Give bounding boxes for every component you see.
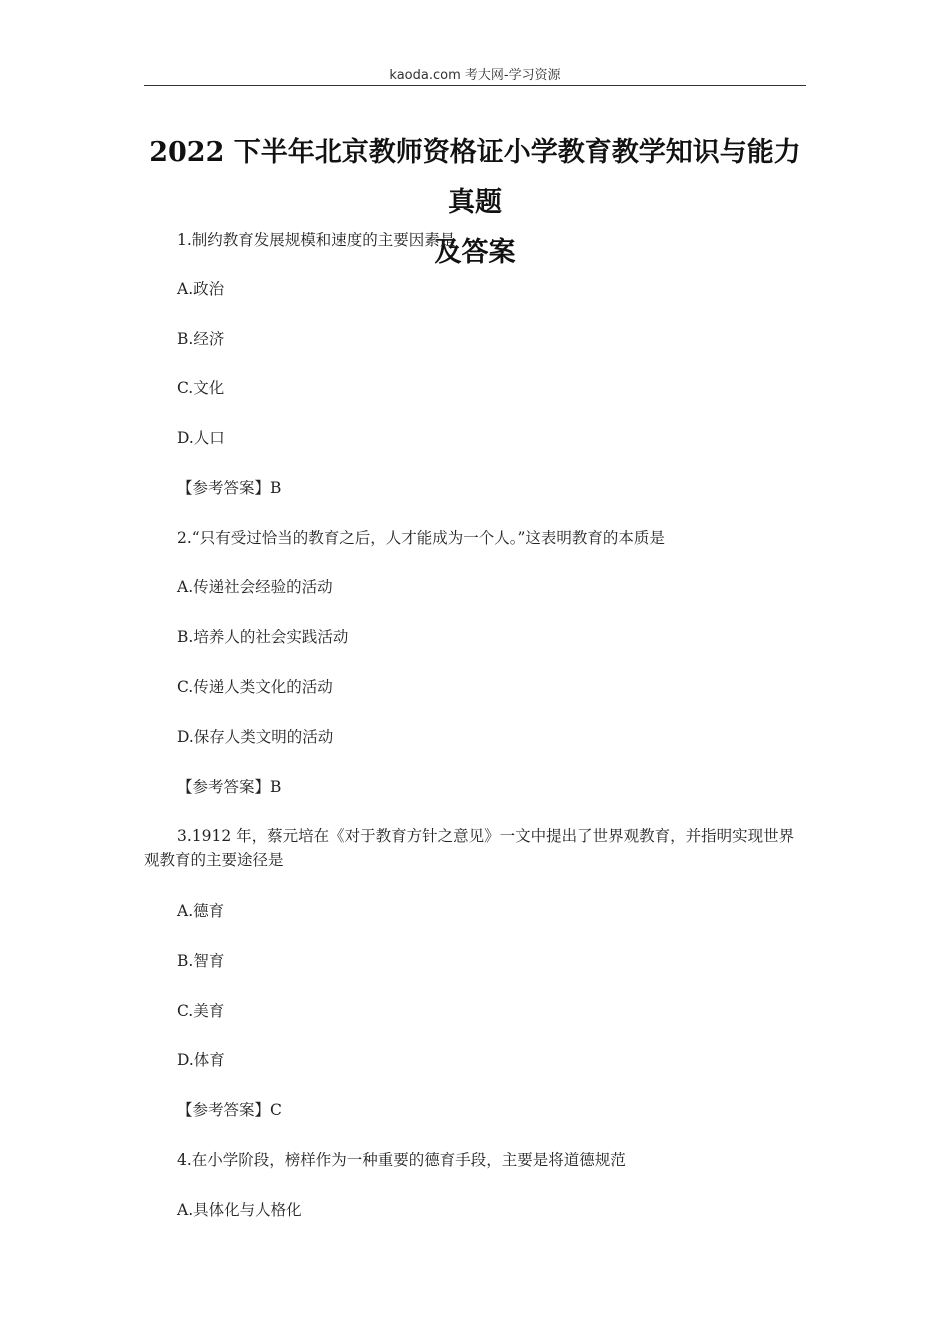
question-3-option-a: A.德育	[177, 902, 225, 920]
question-2-stem: 2.“只有受过恰当的教育之后，人才能成为一个人。”这表明教育的本质是	[177, 529, 665, 547]
question-2-option-c: C.传递人类文化的活动	[177, 678, 333, 696]
question-4-stem: 4.在小学阶段，榜样作为一种重要的德育手段，主要是将道德规范	[177, 1151, 626, 1169]
question-1-option-b: B.经济	[177, 330, 225, 348]
question-1-option-a: A.政治	[177, 280, 225, 298]
document-title	[144, 128, 806, 278]
question-1-answer: 【参考答案】B	[177, 479, 282, 497]
title-line-2: 及答案	[434, 237, 516, 268]
question-3-stem: 3.1912 年，蔡元培在《对于教育方针之意见》一文中提出了世界观教育，并指明实现世界观教育的主要途径是	[144, 827, 795, 869]
question-4-option-a: A.具体化与人格化	[177, 1201, 302, 1219]
question-2-option-d: D.保存人类文明的活动	[177, 728, 334, 746]
title-line-1: 2022 下半年北京教师资格证小学教育教学知识与能力真题	[149, 137, 801, 218]
question-3-option-c: C.美育	[177, 1002, 225, 1020]
question-3-answer: 【参考答案】C	[177, 1101, 282, 1119]
question-3-option-d: D.体育	[177, 1051, 225, 1069]
question-1-stem: 1.制约教育发展规模和速度的主要因素是	[177, 231, 456, 249]
question-2-option-b: B.培养人的社会实践活动	[177, 628, 349, 646]
question-1-option-c: C.文化	[177, 379, 225, 397]
page-header: kaoda.com 考大网-学习资源	[389, 68, 561, 83]
question-2-answer: 【参考答案】B	[177, 778, 282, 796]
header-divider	[144, 85, 806, 86]
question-1-option-d: D.人口	[177, 429, 225, 447]
question-3-option-b: B.智育	[177, 952, 225, 970]
question-2-option-a: A.传递社会经验的活动	[177, 578, 333, 596]
